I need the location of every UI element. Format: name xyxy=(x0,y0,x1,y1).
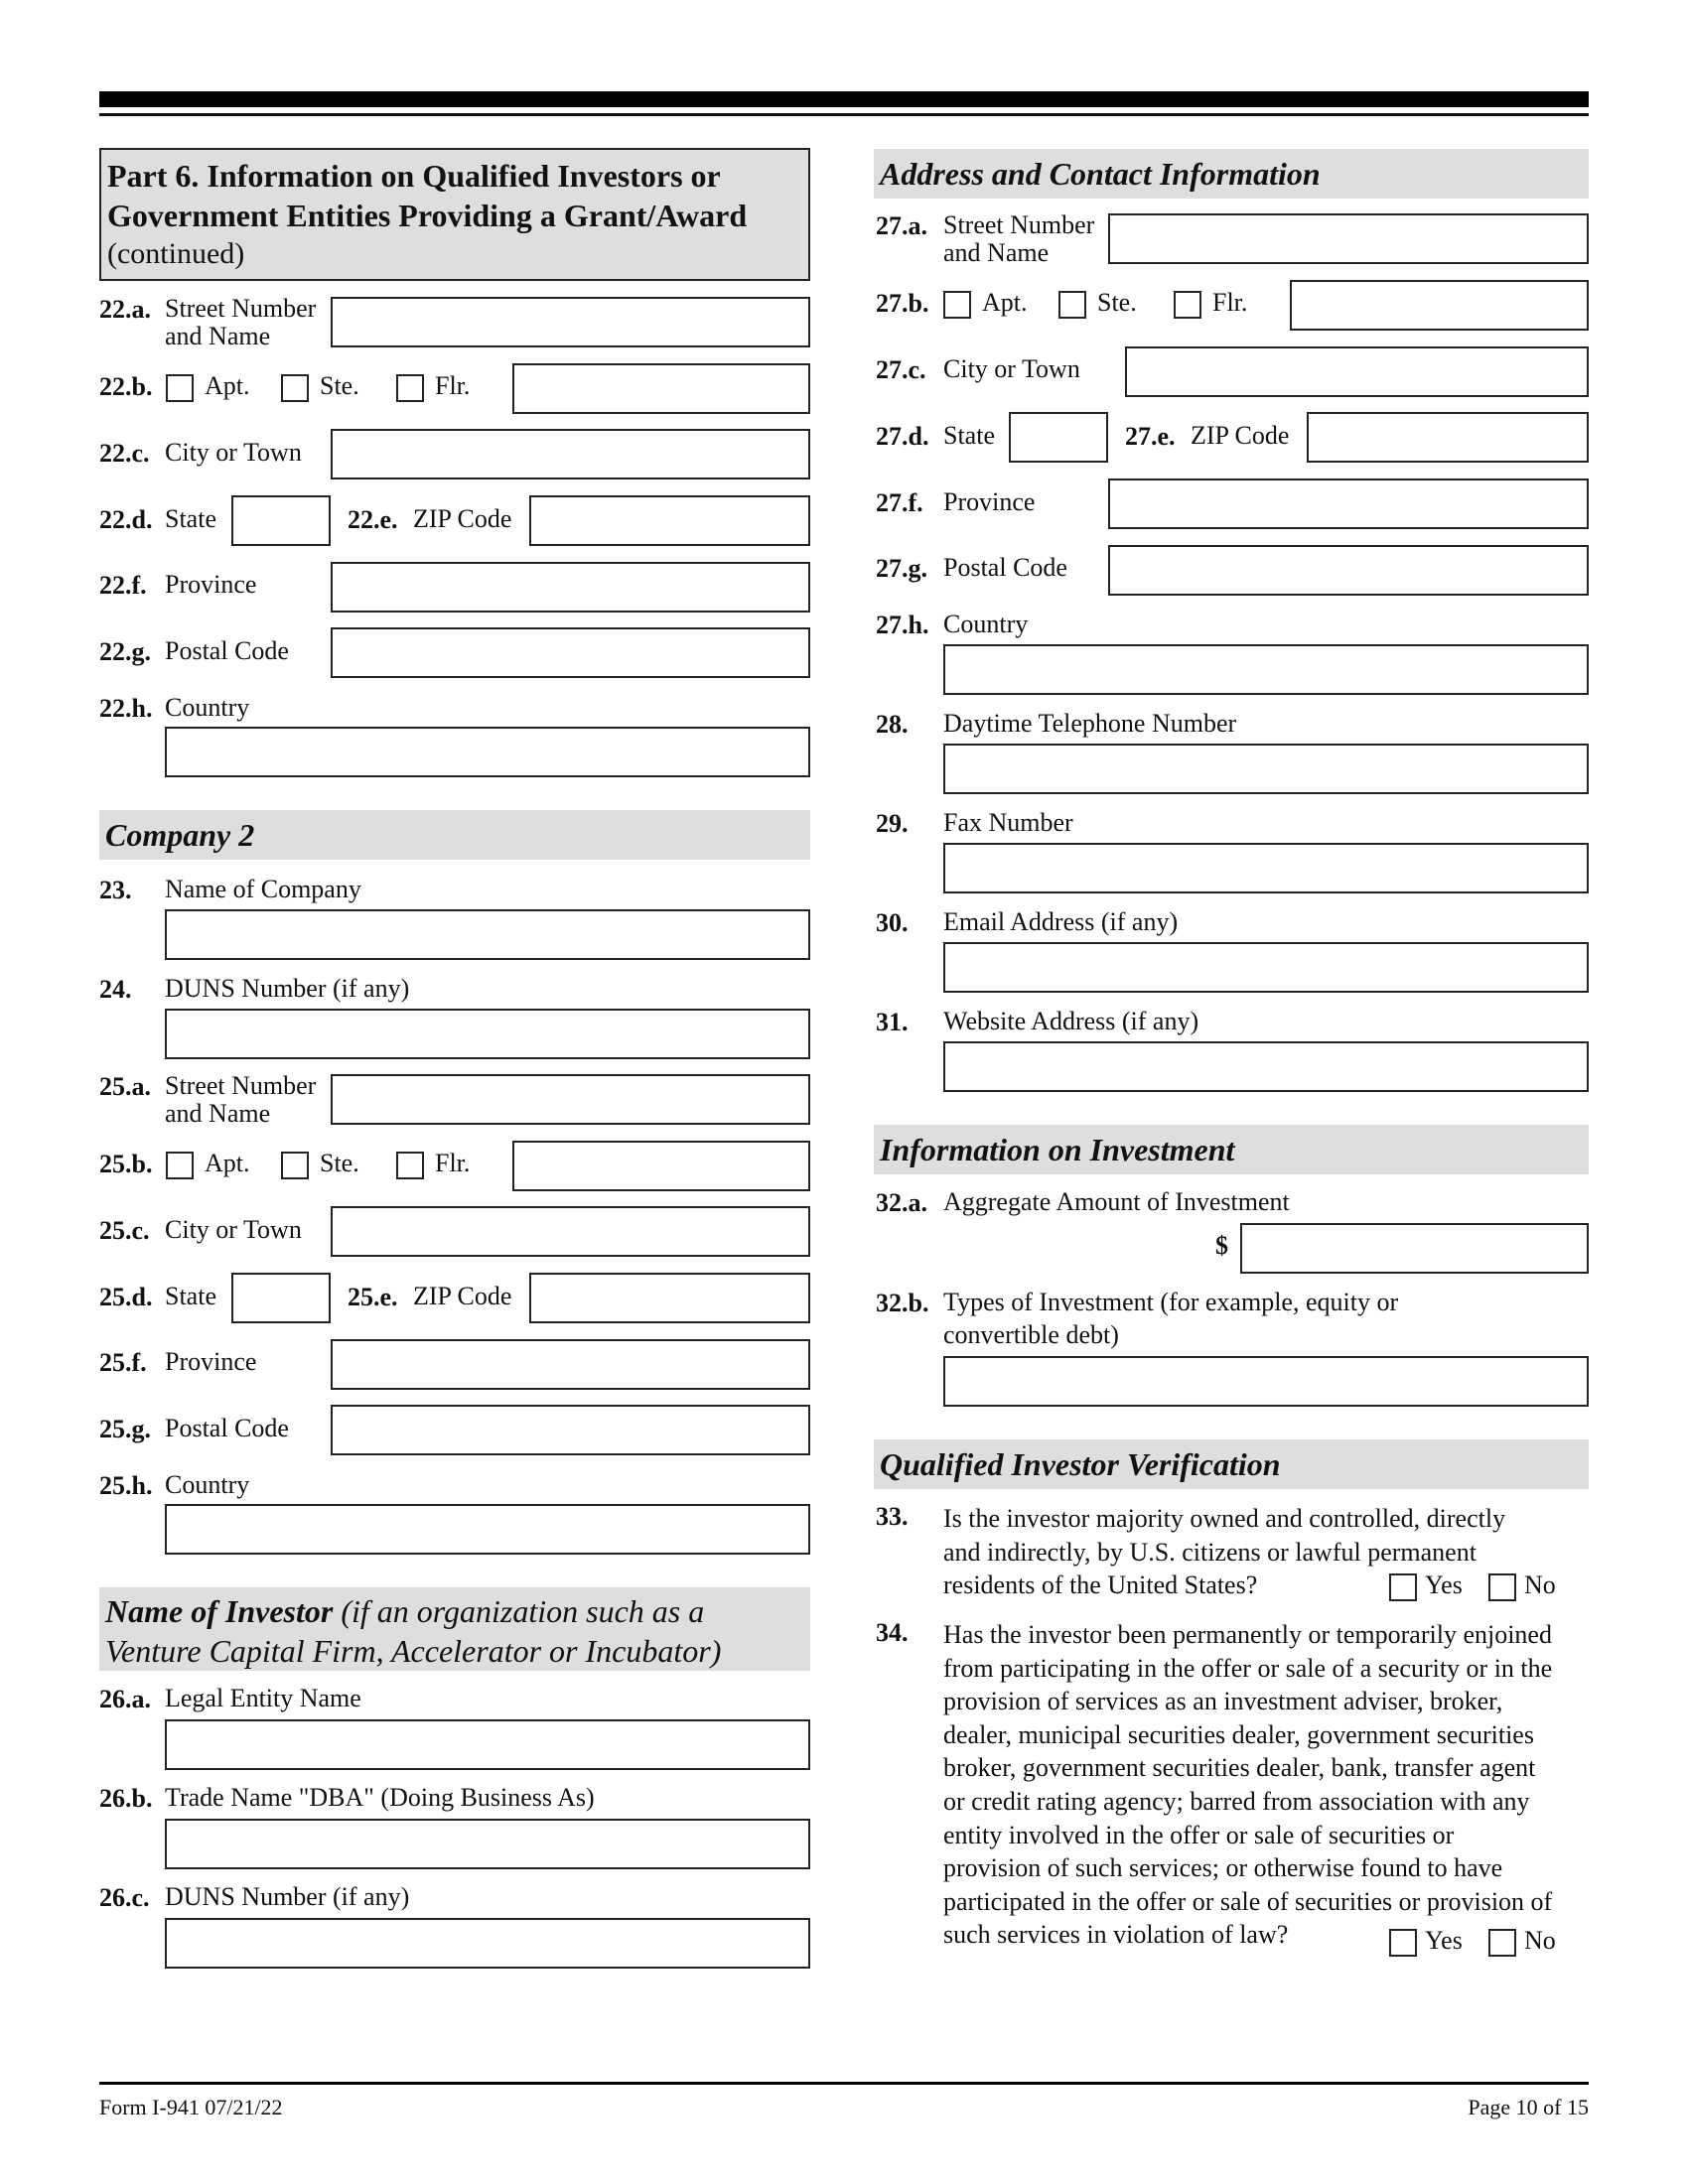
question-line: entity involved in the offer or sale of securities or xyxy=(943,1820,1455,1849)
section-header-company-2 xyxy=(99,810,810,860)
footer-rule xyxy=(99,2082,1589,2085)
item-number: 25.a. xyxy=(99,1072,151,1101)
part-subtitle: (continued) xyxy=(107,237,245,270)
yes-checkbox[interactable] xyxy=(1389,1929,1417,1957)
field-label: Daytime Telephone Number xyxy=(943,709,1237,738)
field-label: Trade Name "DBA" (Doing Business As) xyxy=(165,1783,595,1812)
field-label: convertible debt) xyxy=(943,1320,1119,1349)
item-number: 33. xyxy=(876,1502,909,1531)
field-label: ZIP Code xyxy=(413,504,512,533)
flr-checkbox[interactable] xyxy=(396,1152,424,1179)
field-label: Email Address (if any) xyxy=(943,907,1179,936)
section-title: Company 2 xyxy=(105,817,255,853)
field-label: Province xyxy=(165,1347,257,1376)
item-number: 25.b. xyxy=(99,1150,153,1178)
field-label: Street Number xyxy=(165,294,317,323)
item-number: 27.d. xyxy=(876,422,929,451)
item-number: 22.b. xyxy=(99,372,153,401)
zip-input[interactable] xyxy=(529,1273,810,1323)
country-input[interactable] xyxy=(165,727,810,777)
checkbox-label: Ste. xyxy=(320,371,359,400)
question-line: provision of services as an investment adviser, broker, xyxy=(943,1687,1503,1716)
section-title: Qualified Investor Verification xyxy=(880,1446,1281,1482)
question-line: from participating in the offer or sale of a security or in the xyxy=(943,1653,1553,1683)
question-line: and indirectly, by U.S. citizens or lawful permanent xyxy=(943,1537,1477,1567)
no-label: No xyxy=(1524,1926,1556,1955)
legal-entity-name-input[interactable] xyxy=(165,1719,810,1770)
street-input[interactable] xyxy=(331,297,810,347)
flr-checkbox[interactable] xyxy=(1174,291,1201,319)
dollar-sign: $ xyxy=(1215,1231,1228,1260)
flr-checkbox[interactable] xyxy=(396,374,424,402)
section-title: Address and Contact Information xyxy=(880,156,1321,192)
field-label: State xyxy=(943,421,995,450)
item-number: 22.d. xyxy=(99,505,153,534)
checkbox-label: Apt. xyxy=(205,1149,250,1177)
question-line: residents of the United States? xyxy=(943,1570,1258,1600)
field-label: DUNS Number (if any) xyxy=(165,974,410,1003)
trade-name-input[interactable] xyxy=(165,1819,810,1869)
item-number: 25.d. xyxy=(99,1283,153,1311)
city-input[interactable] xyxy=(331,429,810,479)
no-checkbox[interactable] xyxy=(1488,1573,1516,1601)
postal-code-input[interactable] xyxy=(331,627,810,678)
item-number: 25.c. xyxy=(99,1216,150,1245)
field-label: Province xyxy=(943,487,1036,516)
item-number: 27.g. xyxy=(876,554,927,583)
investment-amount-input[interactable] xyxy=(1240,1223,1589,1274)
field-label: Street Number xyxy=(943,210,1095,239)
item-number: 25.g. xyxy=(99,1415,151,1443)
website-input[interactable] xyxy=(943,1041,1589,1092)
duns-input[interactable] xyxy=(165,1009,810,1059)
field-label: City or Town xyxy=(943,354,1080,383)
question-line: provision of such services; or otherwise found to have xyxy=(943,1853,1503,1883)
unit-number-input[interactable] xyxy=(512,363,810,414)
field-label: Country xyxy=(165,1470,250,1499)
province-input[interactable] xyxy=(1108,478,1589,529)
field-label: Postal Code xyxy=(165,1414,289,1442)
item-number: 25.f. xyxy=(99,1348,147,1377)
checkbox-label: Ste. xyxy=(320,1149,359,1177)
item-number: 27.f. xyxy=(876,488,923,517)
checkbox-label: Flr. xyxy=(435,371,471,400)
header-thick-rule xyxy=(99,91,1589,107)
item-number: 22.a. xyxy=(99,295,151,324)
field-label: Types of Investment (for example, equity or xyxy=(943,1288,1399,1316)
ste-checkbox[interactable] xyxy=(1058,291,1086,319)
country-input[interactable] xyxy=(165,1504,810,1555)
section-header-name-of-investor xyxy=(99,1587,810,1671)
section-header-investment xyxy=(874,1125,1589,1174)
field-label: Website Address (if any) xyxy=(943,1007,1199,1035)
yes-label: Yes xyxy=(1425,1570,1463,1599)
city-input[interactable] xyxy=(1125,346,1589,397)
section-header-verification xyxy=(874,1439,1589,1489)
state-input[interactable] xyxy=(1009,412,1108,463)
field-label: Street Number xyxy=(165,1071,317,1100)
item-number: 27.h. xyxy=(876,611,929,639)
yes-label: Yes xyxy=(1425,1926,1463,1955)
no-label: No xyxy=(1524,1570,1556,1599)
checkbox-label: Ste. xyxy=(1097,288,1137,317)
form-identifier: Form I-941 07/21/22 xyxy=(99,2095,283,2119)
ste-checkbox[interactable] xyxy=(281,374,309,402)
question-line: broker, government securities dealer, bank, transfer agent xyxy=(943,1753,1536,1783)
section-subtitle: (if an organization such as a xyxy=(333,1593,705,1629)
field-label: ZIP Code xyxy=(413,1282,512,1310)
field-label: Province xyxy=(165,570,257,599)
field-label: and Name xyxy=(165,322,271,350)
unit-number-input[interactable] xyxy=(1290,280,1589,331)
question-line: such services in violation of law? xyxy=(943,1920,1289,1950)
item-number: 25.e. xyxy=(348,1283,398,1311)
question-line: dealer, municipal securities dealer, government securities xyxy=(943,1719,1534,1749)
street-input[interactable] xyxy=(331,1074,810,1125)
item-number: 28. xyxy=(876,710,909,739)
item-number: 34. xyxy=(876,1618,909,1647)
field-label: and Name xyxy=(165,1099,271,1128)
section-subtitle: Venture Capital Firm, Accelerator or Incubator) xyxy=(105,1633,722,1669)
section-header-address-contact xyxy=(874,149,1589,199)
item-number: 22.e. xyxy=(348,505,398,534)
item-number: 32.a. xyxy=(876,1188,927,1217)
item-number: 32.b. xyxy=(876,1289,929,1317)
field-label: DUNS Number (if any) xyxy=(165,1882,410,1911)
field-label: City or Town xyxy=(165,1215,302,1244)
part-header xyxy=(99,148,810,281)
question-line: Has the investor been permanently or temporarily enjoined xyxy=(943,1620,1552,1649)
field-label: ZIP Code xyxy=(1191,421,1290,450)
state-input[interactable] xyxy=(231,495,331,546)
item-number: 30. xyxy=(876,908,909,937)
item-number: 27.a. xyxy=(876,211,927,240)
apt-checkbox[interactable] xyxy=(166,374,194,402)
question-line: or credit rating agency; barred from association with any xyxy=(943,1786,1530,1816)
item-number: 23. xyxy=(99,876,132,904)
question-line: participated in the offer or sale of securities or provision of xyxy=(943,1886,1553,1916)
province-input[interactable] xyxy=(331,562,810,613)
zip-input[interactable] xyxy=(529,495,810,546)
item-number: 22.c. xyxy=(99,439,150,468)
item-number: 24. xyxy=(99,975,132,1004)
apt-checkbox[interactable] xyxy=(166,1152,194,1179)
checkbox-label: Flr. xyxy=(1212,288,1248,317)
checkbox-label: Apt. xyxy=(205,371,250,400)
field-label: Country xyxy=(165,693,250,722)
item-number: 26.b. xyxy=(99,1784,153,1813)
field-label: Fax Number xyxy=(943,808,1073,837)
field-label: Name of Company xyxy=(165,875,361,903)
city-input[interactable] xyxy=(331,1206,810,1257)
company-name-input[interactable] xyxy=(165,909,810,960)
postal-code-input[interactable] xyxy=(1108,545,1589,596)
item-number: 25.h. xyxy=(99,1471,153,1500)
header-thin-rule xyxy=(99,113,1589,116)
field-label: Legal Entity Name xyxy=(165,1684,361,1712)
item-number: 22.h. xyxy=(99,694,153,723)
field-label: Postal Code xyxy=(165,636,289,665)
yes-checkbox[interactable] xyxy=(1389,1573,1417,1601)
investment-types-input[interactable] xyxy=(943,1356,1589,1407)
apt-checkbox[interactable] xyxy=(943,291,971,319)
item-number: 26.c. xyxy=(99,1883,150,1912)
daytime-phone-input[interactable] xyxy=(943,744,1589,794)
item-number: 26.a. xyxy=(99,1685,151,1713)
ste-checkbox[interactable] xyxy=(281,1152,309,1179)
street-input[interactable] xyxy=(1108,213,1589,264)
checkbox-label: Apt. xyxy=(982,288,1028,317)
item-number: 27.c. xyxy=(876,355,926,384)
field-label: and Name xyxy=(943,238,1050,267)
item-number: 31. xyxy=(876,1008,909,1036)
field-label: State xyxy=(165,504,216,533)
item-number: 29. xyxy=(876,809,909,838)
checkbox-label: Flr. xyxy=(435,1149,471,1177)
duns-input[interactable] xyxy=(165,1918,810,1969)
part-title-line1: Part 6. Information on Qualified Investors or xyxy=(107,158,721,194)
email-input[interactable] xyxy=(943,942,1589,993)
item-number: 27.e. xyxy=(1125,422,1176,451)
item-number: 22.f. xyxy=(99,571,147,600)
field-label: City or Town xyxy=(165,438,302,467)
state-input[interactable] xyxy=(231,1273,331,1323)
question-text xyxy=(943,1618,1599,1952)
field-label: State xyxy=(165,1282,216,1310)
field-label: Aggregate Amount of Investment xyxy=(943,1187,1290,1216)
part-title-line2: Government Entities Providing a Grant/Award xyxy=(107,198,748,233)
field-label: Country xyxy=(943,610,1029,638)
section-title: Information on Investment xyxy=(880,1132,1235,1167)
item-number: 27.b. xyxy=(876,289,929,318)
zip-input[interactable] xyxy=(1307,412,1589,463)
postal-code-input[interactable] xyxy=(331,1405,810,1455)
unit-number-input[interactable] xyxy=(512,1141,810,1191)
province-input[interactable] xyxy=(331,1339,810,1390)
fax-input[interactable] xyxy=(943,843,1589,893)
section-title: Name of Investor xyxy=(105,1593,334,1629)
field-label: Postal Code xyxy=(943,553,1067,582)
country-input[interactable] xyxy=(943,644,1589,695)
item-number: 22.g. xyxy=(99,637,151,666)
page-number: Page 10 of 15 xyxy=(1468,2095,1589,2119)
question-line: Is the investor majority owned and controlled, directly xyxy=(943,1504,1506,1533)
no-checkbox[interactable] xyxy=(1488,1929,1516,1957)
